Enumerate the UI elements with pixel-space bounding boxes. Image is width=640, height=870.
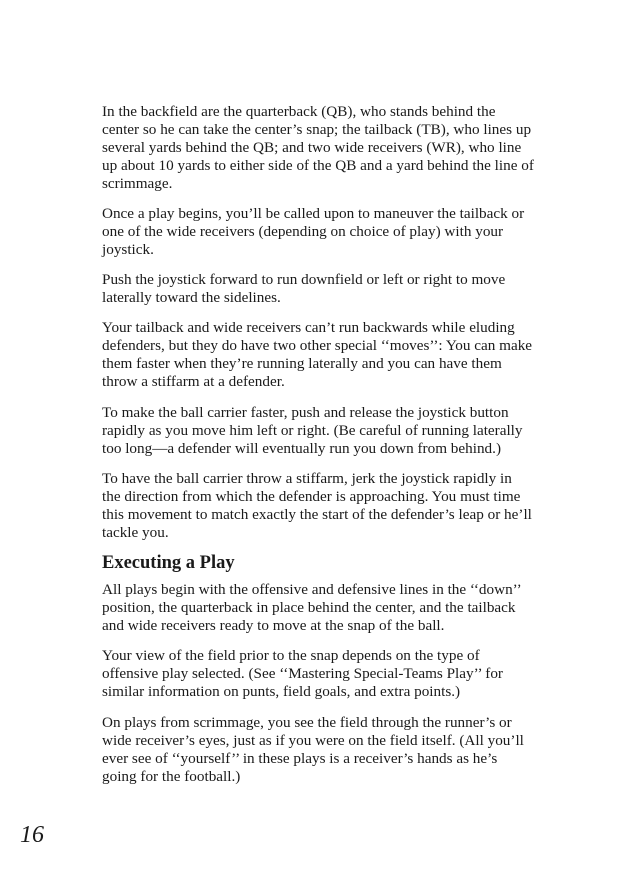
paragraph-faster: To make the ball carrier faster, push and release the joystick button rapidly as you move him left or right. (Be careful of running laterally too long—a defender will eventually run you down from behind.) [102, 404, 523, 457]
paragraph-scrimmage: On plays from scrimmage, you see the field through the runner’s or wide receiver’s eyes, just as if you were on the field itself. (All you’ll ever see of ‘‘yourself’’ in these plays is a receiver’s hands as he’s going for the football.) [102, 714, 524, 785]
paragraph-play-begins: Once a play begins, you’ll be called upon to maneuver the tailback or one of the wide receivers (depending on choice of play) with your joystick. [102, 205, 525, 258]
page-number: 16 [20, 822, 44, 848]
paragraph-stiffarm: To have the ball carrier throw a stiffarm, jerk the joystick rapidly in the direction from which the defender is approaching. You must time this movement to match exactly the start of the defender’s leap or he’ll tackle you. [102, 470, 532, 541]
paragraph-view-of-field: Your view of the field prior to the snap depends on the type of offensive play selected. (See ‘‘Mastering Special-Teams Play’’ for similar information on punts, field goals, and extra points.) [102, 647, 503, 700]
paragraph-plays-begin: All plays begin with the offensive and defensive lines in the ‘‘down’’ position, the quarterback in place behind the center, and the tailback and wide receivers ready to move at the snap of the ball. [102, 581, 521, 634]
paragraph-joystick-forward: Push the joystick forward to run downfield or left or right to move laterally toward the sidelines. [102, 271, 506, 306]
paragraph-backfield: In the backfield are the quarterback (QB), who stands behind the center so he can take the center’s snap; the tailback (TB), who lines up several yards behind the QB; and two wide receivers (WR), who line up about 10 yards to either side of the QB and a yard behind the line of scrimmage. [102, 103, 534, 192]
section-heading: Executing a Play [102, 553, 235, 573]
paragraph-special-moves: Your tailback and wide receivers can’t run backwards while eluding defenders, but they do have two other special ‘‘moves’’: You can make them faster when they’re running laterally and you can have them throw a stiffarm at a defender. [102, 319, 533, 390]
